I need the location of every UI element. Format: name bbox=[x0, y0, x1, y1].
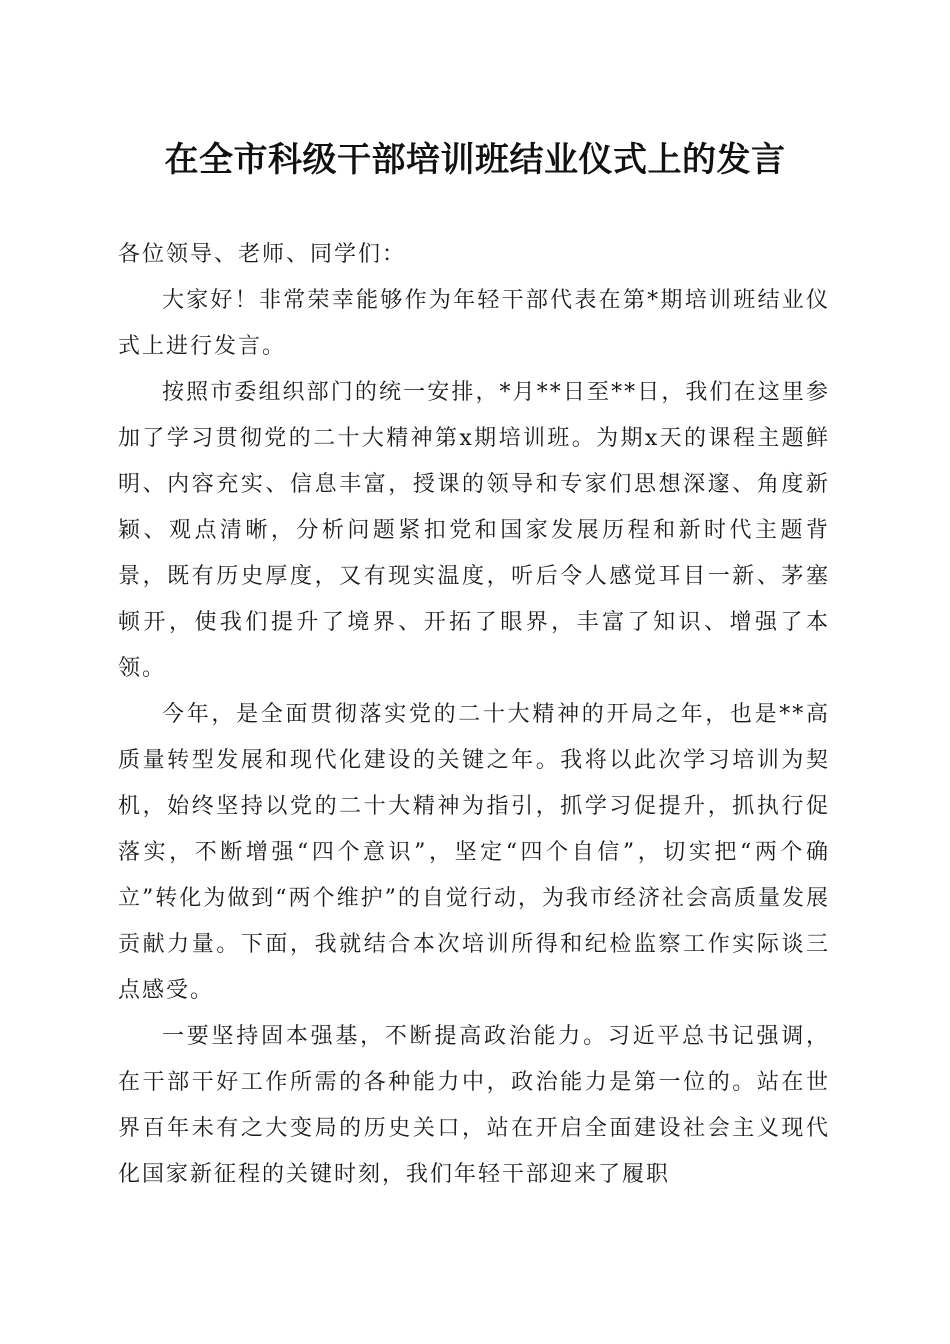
paragraph-commitment: 今年，是全面贯彻落实党的二十大精神的开局之年，也是**高质量转型发展和现代化建设的关键之年。我将以此次学习培训为契机，始终坚持以党的二十大精神为指引，抓学习促提升，抓执行促落实，不断增强“四个意识”，坚定“四个自信”，切实把“两个确立”转化为做到“两个维护”的自觉行动，为我市经济社会高质量发展贡献力量。下面，我就结合本次培训所得和纪检监察工作实际谈三点感受。 bbox=[118, 702, 830, 1003]
document-body bbox=[118, 232, 830, 1198]
paragraph-point-one: 一要坚持固本强基，不断提高政治能力。习近平总书记强调，在干部干好工作所需的各种能力中，政治能力是第一位的。站在世界百年未有之大变局的历史关口，站在开启全面建设社会主义现代化国家新征程的关键时刻，我们年轻干部迎来了履职 bbox=[118, 1024, 830, 1187]
paragraph-greeting: 大家好！非常荣幸能够作为年轻干部代表在第*期培训班结业仪式上进行发言。 bbox=[118, 288, 830, 359]
paragraph-training-summary: 按照市委组织部门的统一安排，*月**日至**日，我们在这里参加了学习贯彻党的二十大精神第x期培训班。为期x天的课程主题鲜明、内容充实、信息丰富，授课的领导和专家们思想深邃、角度新颖、观点清晰，分析问题紧扣党和国家发展历程和新时代主题背景，既有历史厚度，又有现实温度，听后令人感觉耳目一新、茅塞顿开，使我们提升了境界、开拓了眼界，丰富了知识、增强了本领。 bbox=[118, 380, 830, 681]
salutation: 各位领导、老师、同学们： bbox=[118, 242, 407, 267]
document-title: 在全市科级干部培训班结业仪式上的发言 bbox=[164, 140, 786, 180]
